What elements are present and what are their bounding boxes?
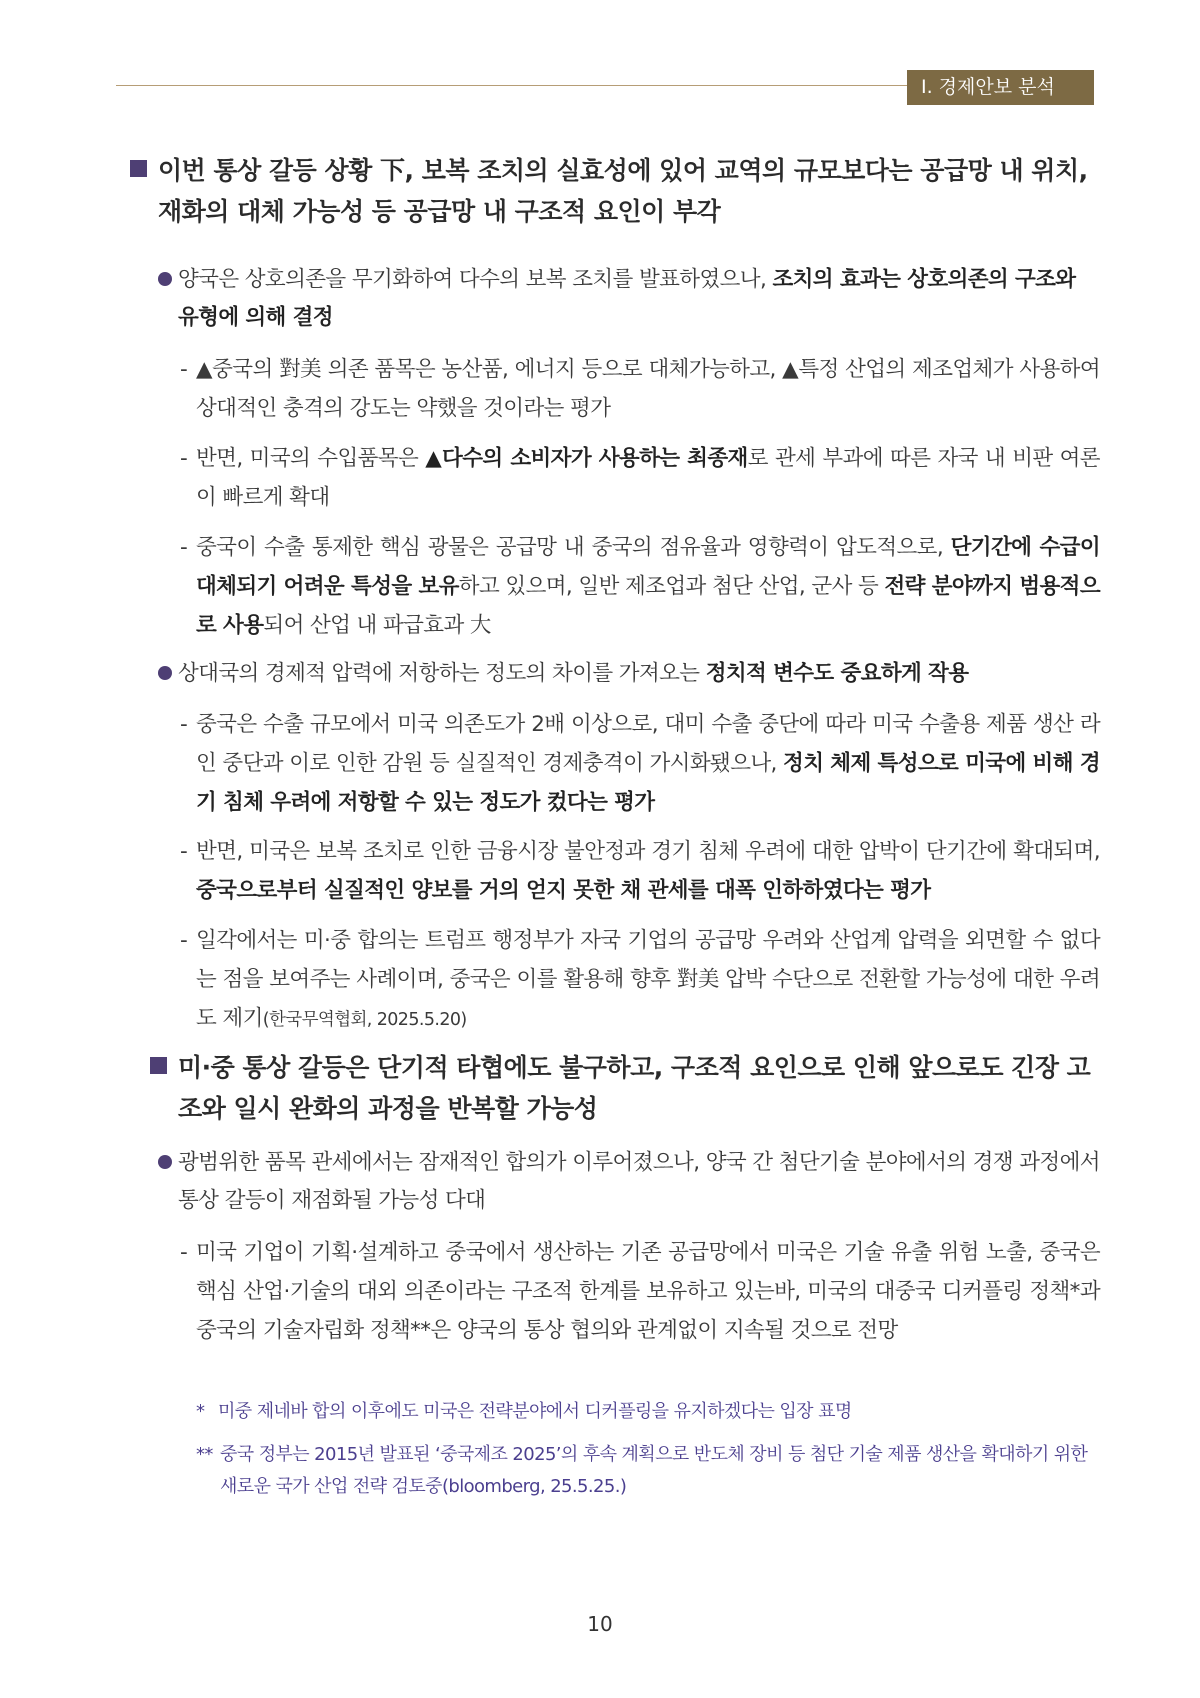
page-number: 10 [587,1612,613,1636]
dash-item-3 [180,528,1100,645]
heading-2 [150,1047,1100,1129]
section-tab: Ⅰ. 경제안보 분석 [907,70,1094,105]
footnote-2-text: 중국 정부는 2015년 발표된 ‘중국제조 2025’의 후속 계획으로 반도체 장비 등 첨단 기술 제품 생산을 확대하기 위한 새로운 국가 산업 전략 검토중(bloomberg, 25.5.25.) [220,1444,1088,1497]
footnote-marker: ** [196,1444,213,1465]
dash-item-1 [180,350,1100,428]
header-rule [116,85,908,86]
dash-marker: - [180,446,188,471]
dash-item-7 [180,1233,1100,1350]
dash-item-2-text: 반면, 미국의 수입품목은 ▲다수의 소비자가 사용하는 최종재로 관세 부과에 따른 자국 내 비판 여론이 빠르게 확대 [196,446,1100,510]
dash-item-1-text: ▲중국의 對美 의존 품목은 농산품, 에너지 등으로 대체가능하고, ▲특정 산업의 제조업체가 사용하여 상대적인 충격의 강도는 약했을 것이라는 평가 [196,357,1100,421]
bullet-3 [158,1144,1100,1220]
bullet-3-text: 광범위한 품목 관세에서는 잠재적인 합의가 이루어졌으나, 양국 간 첨단기술 분야에서의 경쟁 과정에서 통상 갈등이 재점화될 가능성 다대 [178,1150,1100,1213]
bullet-2 [158,655,1100,693]
bullet-1 [158,261,1100,337]
dash-item-4-text: 중국은 수출 규모에서 미국 의존도가 2배 이상으로, 대미 수출 중단에 따라 미국 수출용 제품 생산 라인 중단과 이로 인한 감원 등 실질적인 경제충격이 가시화됐으나, 정치 체제 특성으로 미국에 비해 경기 침체 우려에 저항할 수 있는 정도가 컸다는 평가 [196,712,1100,815]
circle-bullet-icon [158,1155,172,1169]
dash-marker: - [180,1240,188,1265]
dash-item-5 [180,832,1100,910]
dash-item-7-text: 미국 기업이 기획·설계하고 중국에서 생산하는 기존 공급망에서 미국은 기술 유출 위험 노출, 중국은 핵심 산업·기술의 대외 의존이라는 구조적 한계를 보유하고 있는바, 미국의 대중국 디커플링 정책*과 중국의 기술자립화 정책**은 양국의 통상 협의와 관계없이 지속될 것으로 전망 [196,1240,1100,1343]
circle-bullet-icon [158,272,172,286]
square-bullet-icon [130,160,147,177]
dash-item-6 [180,921,1100,1040]
footnote-marker: * [196,1401,205,1422]
square-bullet-icon [150,1057,167,1074]
bullet-1-text: 양국은 상호의존을 무기화하여 다수의 보복 조치를 발표하였으나, 조치의 효과는 상호의존의 구조와 유형에 의해 결정 [178,267,1076,330]
dash-marker: - [180,535,188,560]
circle-bullet-icon [158,666,172,680]
dash-marker: - [180,839,188,864]
dash-item-3-text: 중국이 수출 통제한 핵심 광물은 공급망 내 중국의 점유율과 영향력이 압도적으로, 단기간에 수급이 대체되기 어려운 특성을 보유하고 있으며, 일반 제조업과 첨단 산업, 군사 등 전략 분야까지 범용적으로 사용되어 산업 내 파급효과 大 [196,535,1100,638]
dash-item-6-text: 일각에서는 미·중 합의는 트럼프 행정부가 자국 기업의 공급망 우려와 산업계 압력을 외면할 수 없다는 점을 보여주는 사례이며, 중국은 이를 활용해 향후 對美 압박 수단으로 전환할 가능성에 대한 우려도 제기(한국무역협회, 2025.5.20) [196,928,1100,1031]
heading-1-text: 이번 통상 갈등 상황 下, 보복 조치의 실효성에 있어 교역의 규모보다는 공급망 내 위치, 재화의 대체 가능성 등 공급망 내 구조적 요인이 부각 [158,156,1088,226]
dash-item-5-text: 반면, 미국은 보복 조치로 인한 금융시장 불안정과 경기 침체 우려에 대한 압박이 단기간에 확대되며, 중국으로부터 실질적인 양보를 거의 얻지 못한 채 관세를 대폭 인하하였다는 평가 [196,839,1100,903]
dash-item-4 [180,705,1100,822]
dash-marker: - [180,928,188,953]
bullet-2-text: 상대국의 경제적 압력에 저항하는 정도의 차이를 가져오는 정치적 변수도 중요하게 작용 [178,661,969,686]
footnote-1-text: 미중 제네바 합의 이후에도 미국은 전략분야에서 디커플링을 유지하겠다는 입장 표명 [218,1401,852,1422]
dash-marker: - [180,712,188,737]
dash-marker: - [180,357,188,382]
footnote-1 [196,1396,1100,1428]
dash-item-2 [180,439,1100,517]
citation: (한국무역협회, 2025.5.20) [262,1010,467,1030]
heading-2-text: 미·중 통상 갈등은 단기적 타협에도 불구하고, 구조적 요인으로 인해 앞으로도 긴장 고조와 일시 완화의 과정을 반복할 가능성 [178,1053,1091,1123]
heading-1 [130,150,1100,232]
footnote-2 [196,1439,1100,1503]
